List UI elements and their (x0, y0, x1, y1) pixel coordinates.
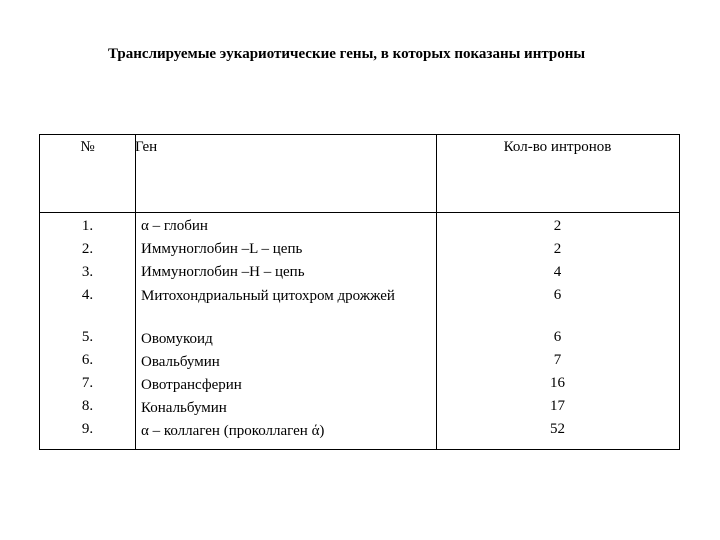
table-cell-count: 6 (553, 329, 562, 345)
table-cell-number: 6. (81, 352, 94, 368)
table-cell-count: 7 (553, 352, 562, 368)
table-cell-gene: Овальбумин (141, 354, 220, 370)
table-cell-gene: Иммуноглобин –H – цепь (141, 264, 305, 280)
header-divider (40, 212, 679, 213)
table-cell-count: 2 (553, 241, 562, 257)
header-intron-count: Кол-во интронов (503, 139, 612, 155)
column-divider (135, 135, 136, 449)
table-cell-count: 2 (553, 218, 562, 234)
page-title: Транслируемые эукариотические гены, в которых показаны интроны (108, 46, 586, 62)
table-cell-gene: α – коллаген (проколлаген ά) (141, 423, 325, 439)
table-cell-gene: Овомукоид (141, 331, 213, 347)
introns-table (39, 134, 680, 450)
table-cell-number: 2. (81, 241, 94, 257)
gene-column (141, 215, 441, 443)
table-cell-number: 3. (81, 264, 94, 280)
table-cell-count: 4 (553, 264, 562, 280)
table-cell-count: 16 (550, 375, 565, 391)
table-cell-count: 52 (550, 421, 565, 437)
table-cell-gene: α – глобин (141, 218, 208, 234)
table-cell-number: 1. (81, 218, 94, 234)
table-cell-number: 9. (81, 421, 94, 437)
table-cell-gene: Овотрансферин (141, 377, 242, 393)
table-cell-count: 17 (550, 398, 565, 414)
table-cell-number: 7. (81, 375, 94, 391)
table-cell-count: 6 (553, 287, 562, 303)
intron-count-column (436, 215, 679, 441)
header-gene: Ген (135, 139, 158, 155)
table-cell-number: 5. (81, 329, 94, 345)
table-cell-gene: Кональбумин (141, 400, 227, 416)
table-cell-number: 4. (81, 287, 94, 303)
header-number: № (80, 139, 95, 155)
table-cell-number: 8. (81, 398, 94, 414)
table-cell-gene: Митохондриальный цитохром дрожжей (141, 288, 395, 304)
number-column (40, 215, 135, 441)
table-cell-gene: Иммуноглобин –L – цепь (141, 241, 303, 257)
